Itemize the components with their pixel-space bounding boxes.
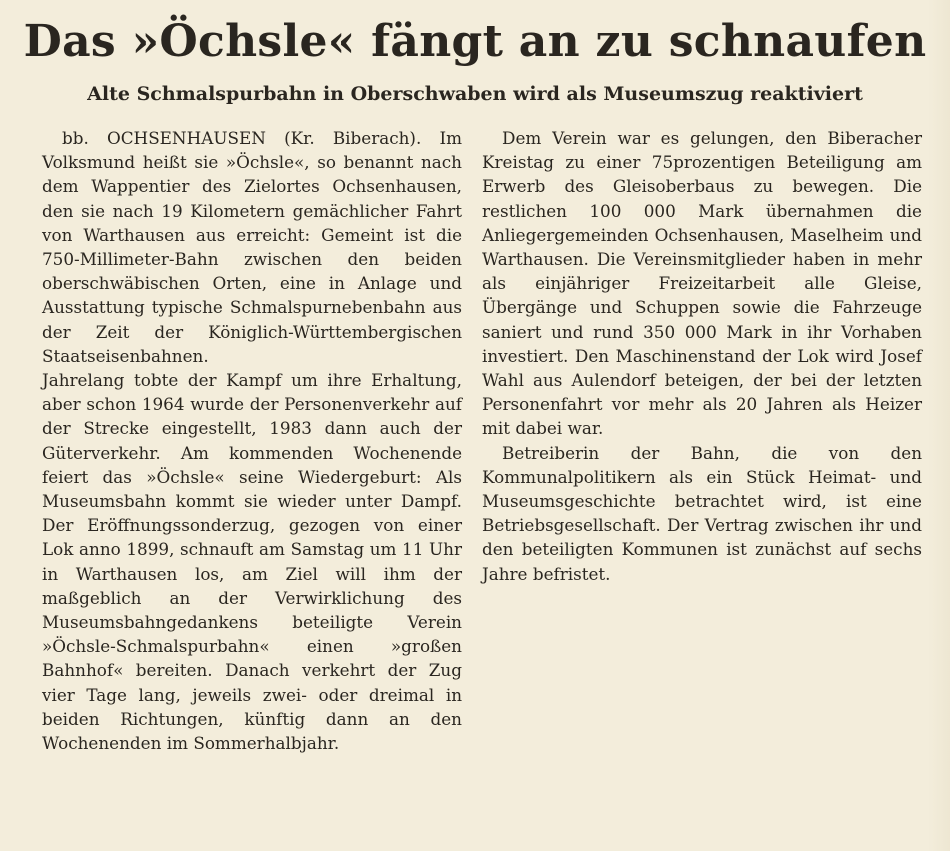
paper-edge-shadow (928, 0, 950, 851)
paragraph-dateline: bb. OCHSENHAUSEN (Kr. Biberach). Im Volksmund heißt sie »Öchsle«, so benannt nach dem Wappentier des Zielortes Ochsenhausen, den sie nach 19 Kilometern gemächlicher Fahrt von Warthausen aus erreicht: Gemeint ist die 750-Millimeter-Bahn zwischen den beiden oberschwäbischen Orten, eine in Anlage und Ausstattung typische Schmalspurnebenbahn aus der Zeit der Königlich-Württembergischen Staatseisenbahnen. (42, 128, 462, 366)
paragraph-funding: Dem Verein war es gelungen, den Biberacher Kreistag zu einer 75prozentigen Beteiligung am Erwerb des Gleisoberbaus zu bewegen. Die restlichen 100 000 Mark übernahmen die Anliegergemeinden Ochsenhausen, Maselheim und Warthausen. Die Vereinsmitglieder haben in mehr als einjähriger Freizeitarbeit alle Gleise, Übergänge und Schuppen sowie die Fahrzeuge saniert und rund 350 000 Mark in ihr Vorhaben investiert. Den Maschinenstand der Lok wird Josef Wahl aus Aulendorf beteigen, der bei der letzten Personenfahrt vor mehr als 20 Jahren als Heizer mit dabei war. (482, 128, 922, 439)
paragraph-history: Jahrelang tobte der Kampf um ihre Erhaltung, aber schon 1964 wurde der Personenverkehr auf der Strecke eingestellt, 1983 dann auch der Güterverkehr. Am kommenden Wochenende feiert das »Öchsle« seine Wiedergeburt: Als Museumsbahn kommt sie wieder unter Dampf. Der Eröffnungssonderzug, gezogen von einer Lok anno 1899, schnauft am Samstag um 11 Uhr in Warthausen los, am Ziel will ihm der maßgeblich an der Verwirklichung des Museumsbahngedankens beteiligte Verein »Öchsle-Schmalspurbahn« einen »großen Bahnhof« bereiten. Danach verkehrt der Zug vier Tage lang, jeweils zwei- oder dreimal in beiden Richtungen, künftig dann an den Wochenenden im Sommerhalbjahr. (42, 370, 462, 754)
article-subheadline: Alte Schmalspurbahn in Oberschwaben wird als Museumszug reaktiviert (87, 83, 863, 105)
article-column-left (42, 126, 462, 755)
article-headline: Das »Öchsle« fängt an zu schnaufen (23, 16, 927, 67)
paragraph-operator: Betreiberin der Bahn, die von den Kommunalpolitikern als ein Stück Heimat- und Museumsgeschichte betrachtet wird, ist eine Betriebsgesellschaft. Der Vertrag zwischen ihr und den beteiligten Kommunen ist zunächst auf sechs Jahre befristet. (482, 442, 922, 584)
article-column-right (482, 126, 922, 586)
